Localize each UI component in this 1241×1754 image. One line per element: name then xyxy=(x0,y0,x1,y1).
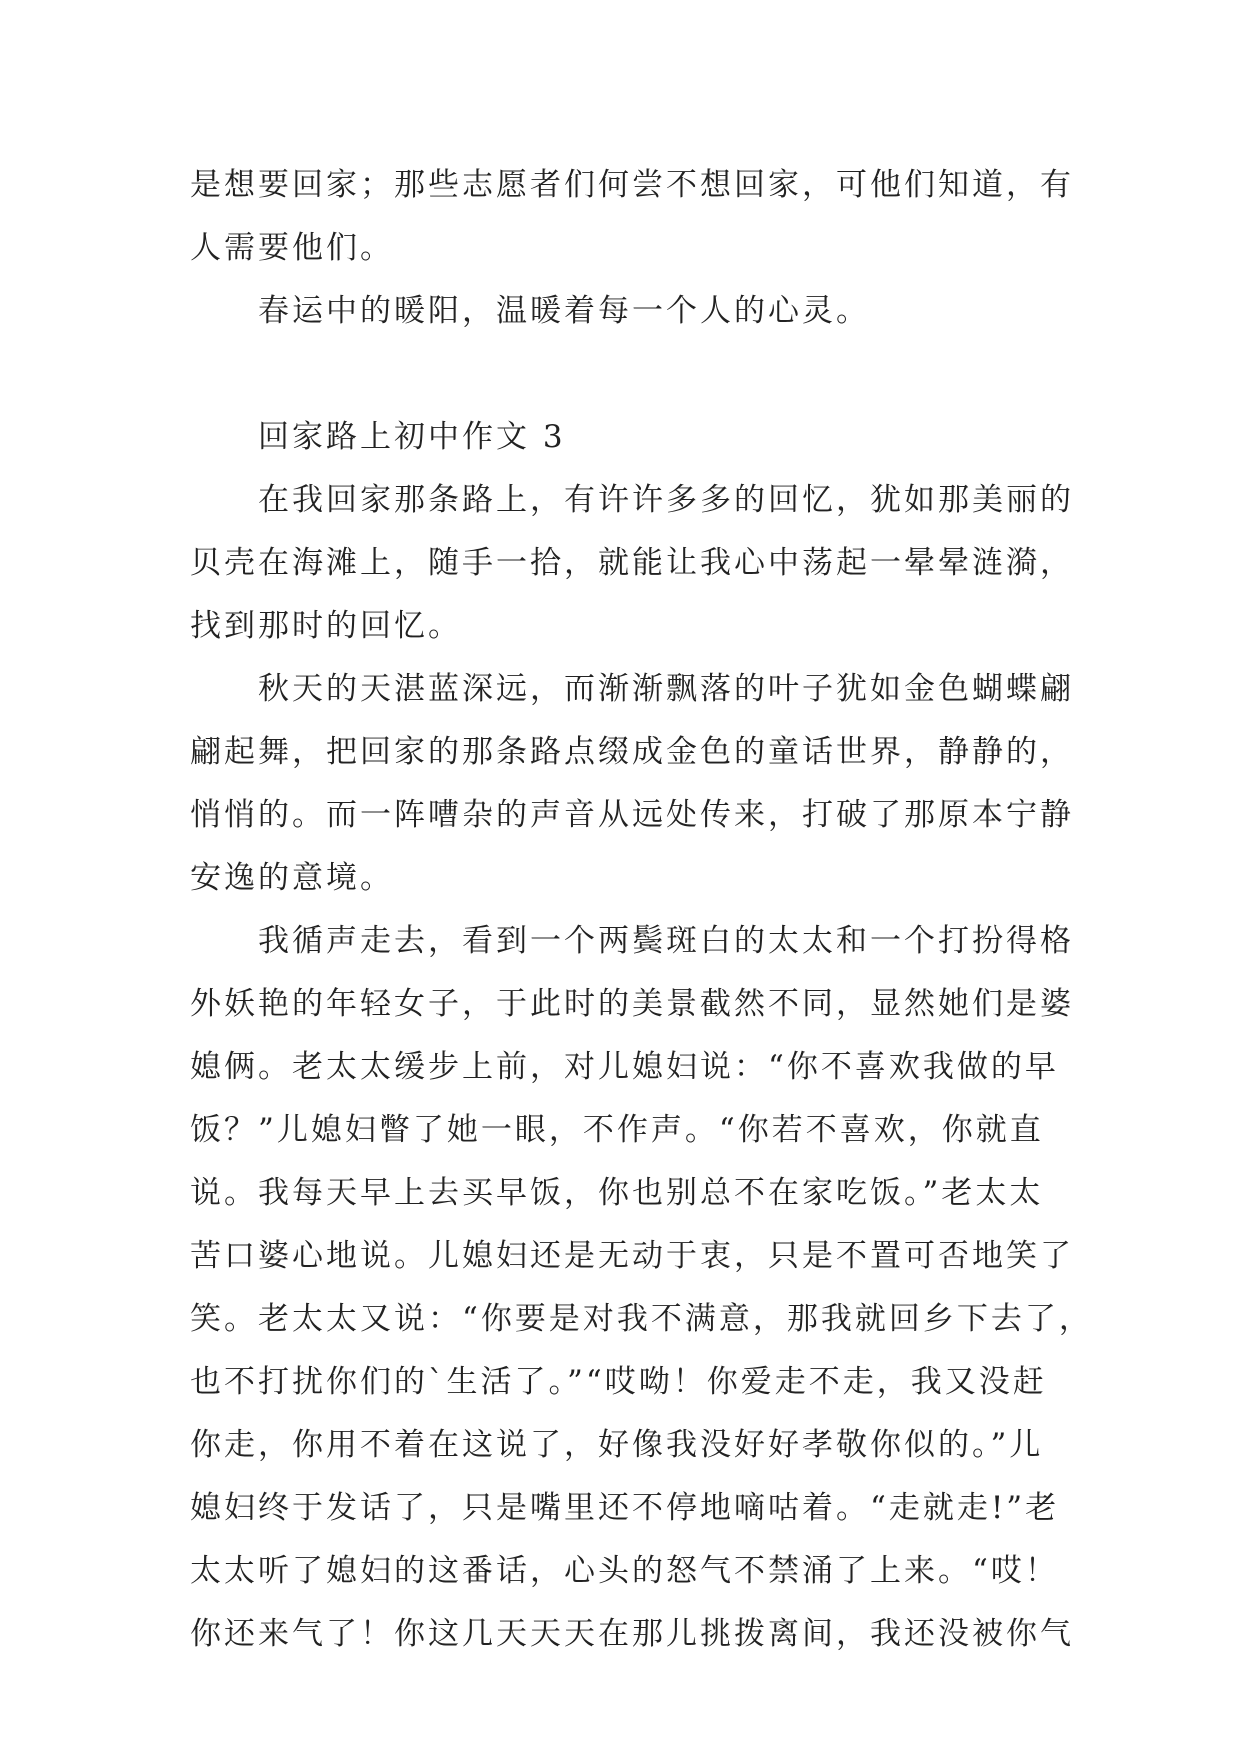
section-heading: 回家路上初中作文 3 xyxy=(258,419,566,455)
text-line: 饭？”儿媳妇瞥了她一眼，不作声。“你若不喜欢，你就直 xyxy=(190,1112,1044,1148)
text-line: 我循声走去，看到一个两鬓斑白的太太和一个打扮得格 xyxy=(258,923,1074,959)
text-line: 翩起舞，把回家的那条路点缀成金色的童话世界，静静的， xyxy=(190,734,1074,770)
text-line: 是想要回家；那些志愿者们何尝不想回家，可他们知道，有 xyxy=(190,167,1074,203)
text-line: 笑。老太太又说：“你要是对我不满意，那我就回乡下去了， xyxy=(190,1301,1093,1337)
text-line: 外妖艳的年轻女子，于此时的美景截然不同，显然她们是婆 xyxy=(190,986,1074,1022)
document-body xyxy=(190,154,1093,1666)
text-line: 媳妇终于发话了，只是嘴里还不停地嘀咕着。“走就走!”老 xyxy=(190,1490,1060,1526)
text-line: 太太听了媳妇的这番话，心头的怒气不禁涌了上来。“哎！ xyxy=(190,1553,1059,1589)
text-line: 安逸的意境。 xyxy=(190,860,394,896)
text-line: 也不打扰你们的`生活了。”“哎呦！你爱走不走，我又没赶 xyxy=(190,1364,1047,1400)
text-line: 贝壳在海滩上，随手一拾，就能让我心中荡起一晕晕涟漪， xyxy=(190,545,1074,581)
text-line: 在我回家那条路上，有许许多多的回忆，犹如那美丽的 xyxy=(258,482,1074,518)
text-line: 悄悄的。而一阵嘈杂的声音从远处传来，打破了那原本宁静 xyxy=(190,797,1074,833)
text-line: 你走，你用不着在这说了，好像我没好好孝敬你似的。”儿 xyxy=(190,1427,1044,1463)
blank-line xyxy=(190,343,1060,406)
text-line: 媳俩。老太太缓步上前，对儿媳妇说：“你不喜欢我做的早 xyxy=(190,1049,1059,1085)
text-line: 说。我每天早上去买早饭，你也别总不在家吃饭。”老太太 xyxy=(190,1175,1044,1211)
text-line: 秋天的天湛蓝深远，而渐渐飘落的叶子犹如金色蝴蝶翩 xyxy=(258,671,1074,707)
text-line: 人需要他们。 xyxy=(190,230,394,266)
text-line: 找到那时的回忆。 xyxy=(190,608,462,644)
text-line: 春运中的暖阳，温暖着每一个人的心灵。 xyxy=(258,293,870,329)
text-line: 苦口婆心地说。儿媳妇还是无动于衷，只是不置可否地笑了 xyxy=(190,1238,1074,1274)
text-line: 你还来气了！你这几天天天在那儿挑拨离间，我还没被你气 xyxy=(190,1616,1074,1652)
